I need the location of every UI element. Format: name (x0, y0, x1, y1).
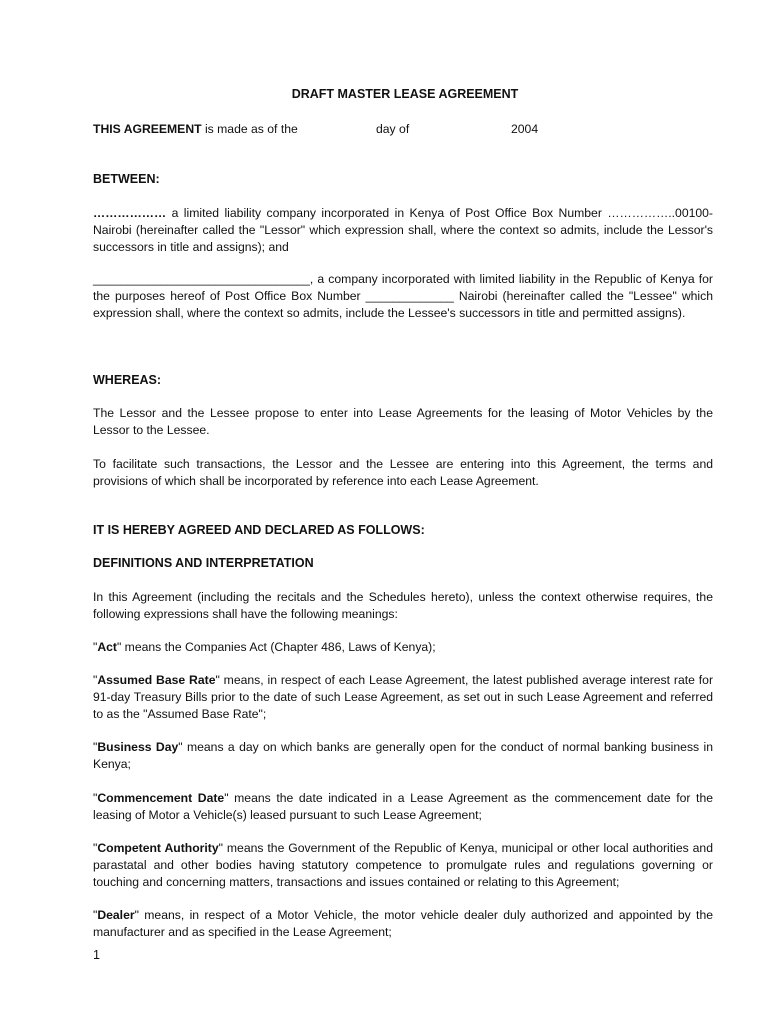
document-title: DRAFT MASTER LEASE AGREEMENT (291, 87, 519, 101)
definition-competent-authority: "Competent Authority" means the Government of the Republic of Kenya, municipal or other local authorities and parastatal and other bodies having statutory competence to promulgate rules and regulations governing or touching and concerning matters, transactions and issues contained or relating to this Agreement; (93, 841, 713, 889)
party-lessor-text: a limited liability company incorporated in Kenya of Post Office Box Number ……………..00100-Nairobi (hereinafter called the "Lessor" which expression shall, where the context so admits, include the Lessor's successors in title and assigns); and (93, 206, 713, 254)
definition-text: means, in respect of a Motor Vehicle, the motor vehicle dealer duly authorized and appointed by the manufacturer and as specified in the Lease Agreement; (93, 908, 713, 939)
definition-term: Act (97, 640, 117, 654)
definition-text: means, in respect of each Lease Agreement, the latest published average interest rate for 91-day Treasury Bills prior to the date of such Lease Agreement, as set out in such Lease Agreement and referred to as the "Assumed Base Rate"; (93, 673, 714, 721)
whereas-heading: WHEREAS: (93, 373, 162, 387)
definition-commencement-date: "Commencement Date" means the date indicated in a Lease Agreement as the commencement date for the leasing of Motor a Vehicle(s) leased pursuant to such Lease Agreement; (93, 791, 713, 822)
definition-term: Commencement Date (97, 791, 225, 805)
definition-act: "Act" means the Companies Act (Chapter 486, Laws of Kenya); (93, 640, 436, 654)
party-lessor-dots: ……………… (93, 206, 167, 220)
party-lessee: ________________________________, a company incorporated with limited liability in the Republic of Kenya for the purposes hereof of Post Office Box Number _____________ Nairobi (hereinafter called the "Lessee" which expression shall, where the context so admits, include the Lessee's successors in title and permitted assigns). (93, 272, 713, 320)
definition-text: means the Companies Act (Chapter 486, Laws of Kenya); (121, 640, 436, 654)
whereas-paragraph-1: The Lessor and the Lessee propose to enter into Lease Agreements for the leasing of Motor Vehicles by the Lessor to the Lessee. (93, 406, 713, 437)
definition-term: Assumed Base Rate (97, 673, 216, 687)
intro-year: 2004 (511, 122, 539, 136)
definition-text: means the Government of the Republic of Kenya, municipal or other local authorities and parastatal and other bodies having statutory competence to promulgate rules and regulations governing or touching and concerning matters, transactions and issues contained or relating to this Agreement; (93, 841, 713, 889)
definition-dealer: "Dealer" means, in respect of a Motor Vehicle, the motor vehicle dealer duly authorized and appointed by the manufacturer and as specified in the Lease Agreement; (93, 908, 713, 939)
agreement-intro (93, 122, 298, 136)
between-heading: BETWEEN: (93, 172, 160, 186)
definition-business-day: "Business Day" means a day on which banks are generally open for the conduct of normal banking business in Kenya; (93, 740, 714, 771)
page-number: 1 (93, 948, 100, 962)
intro-label: THIS AGREEMENT (93, 122, 202, 136)
definitions-intro: In this Agreement (including the recitals and the Schedules hereto), unless the context otherwise requires, the following expressions shall have the following meanings: (93, 590, 713, 621)
intro-text: is made as of the (201, 122, 298, 136)
definitions-heading: DEFINITIONS AND INTERPRETATION (93, 556, 314, 570)
whereas-paragraph-2: To facilitate such transactions, the Lessor and the Lessee are entering into this Agreement, the terms and provisions of which shall be incorporated by reference into each Lease Agreement. (93, 457, 713, 488)
definition-text: means the date indicated in a Lease Agreement as the commencement date for the leasing of Motor a Vehicle(s) leased pursuant to such Lease Agreement; (93, 791, 713, 822)
definition-term: Dealer (97, 908, 135, 922)
definition-text: means a day on which banks are generally open for the conduct of normal banking business in Kenya; (93, 740, 714, 771)
definition-term: Business Day (97, 740, 179, 754)
agreed-heading: IT IS HEREBY AGREED AND DECLARED AS FOLLOWS: (93, 523, 425, 537)
definition-assumed-base-rate: "Assumed Base Rate" means, in respect of each Lease Agreement, the latest published average interest rate for 91-day Treasury Bills prior to the date of such Lease Agreement, as set out in such Lease Agreement and referred to as the "Assumed Base Rate"; (93, 673, 714, 721)
intro-day-of: day of (376, 122, 410, 136)
party-lessor (93, 205, 713, 256)
definition-term: Competent Authority (97, 841, 219, 855)
